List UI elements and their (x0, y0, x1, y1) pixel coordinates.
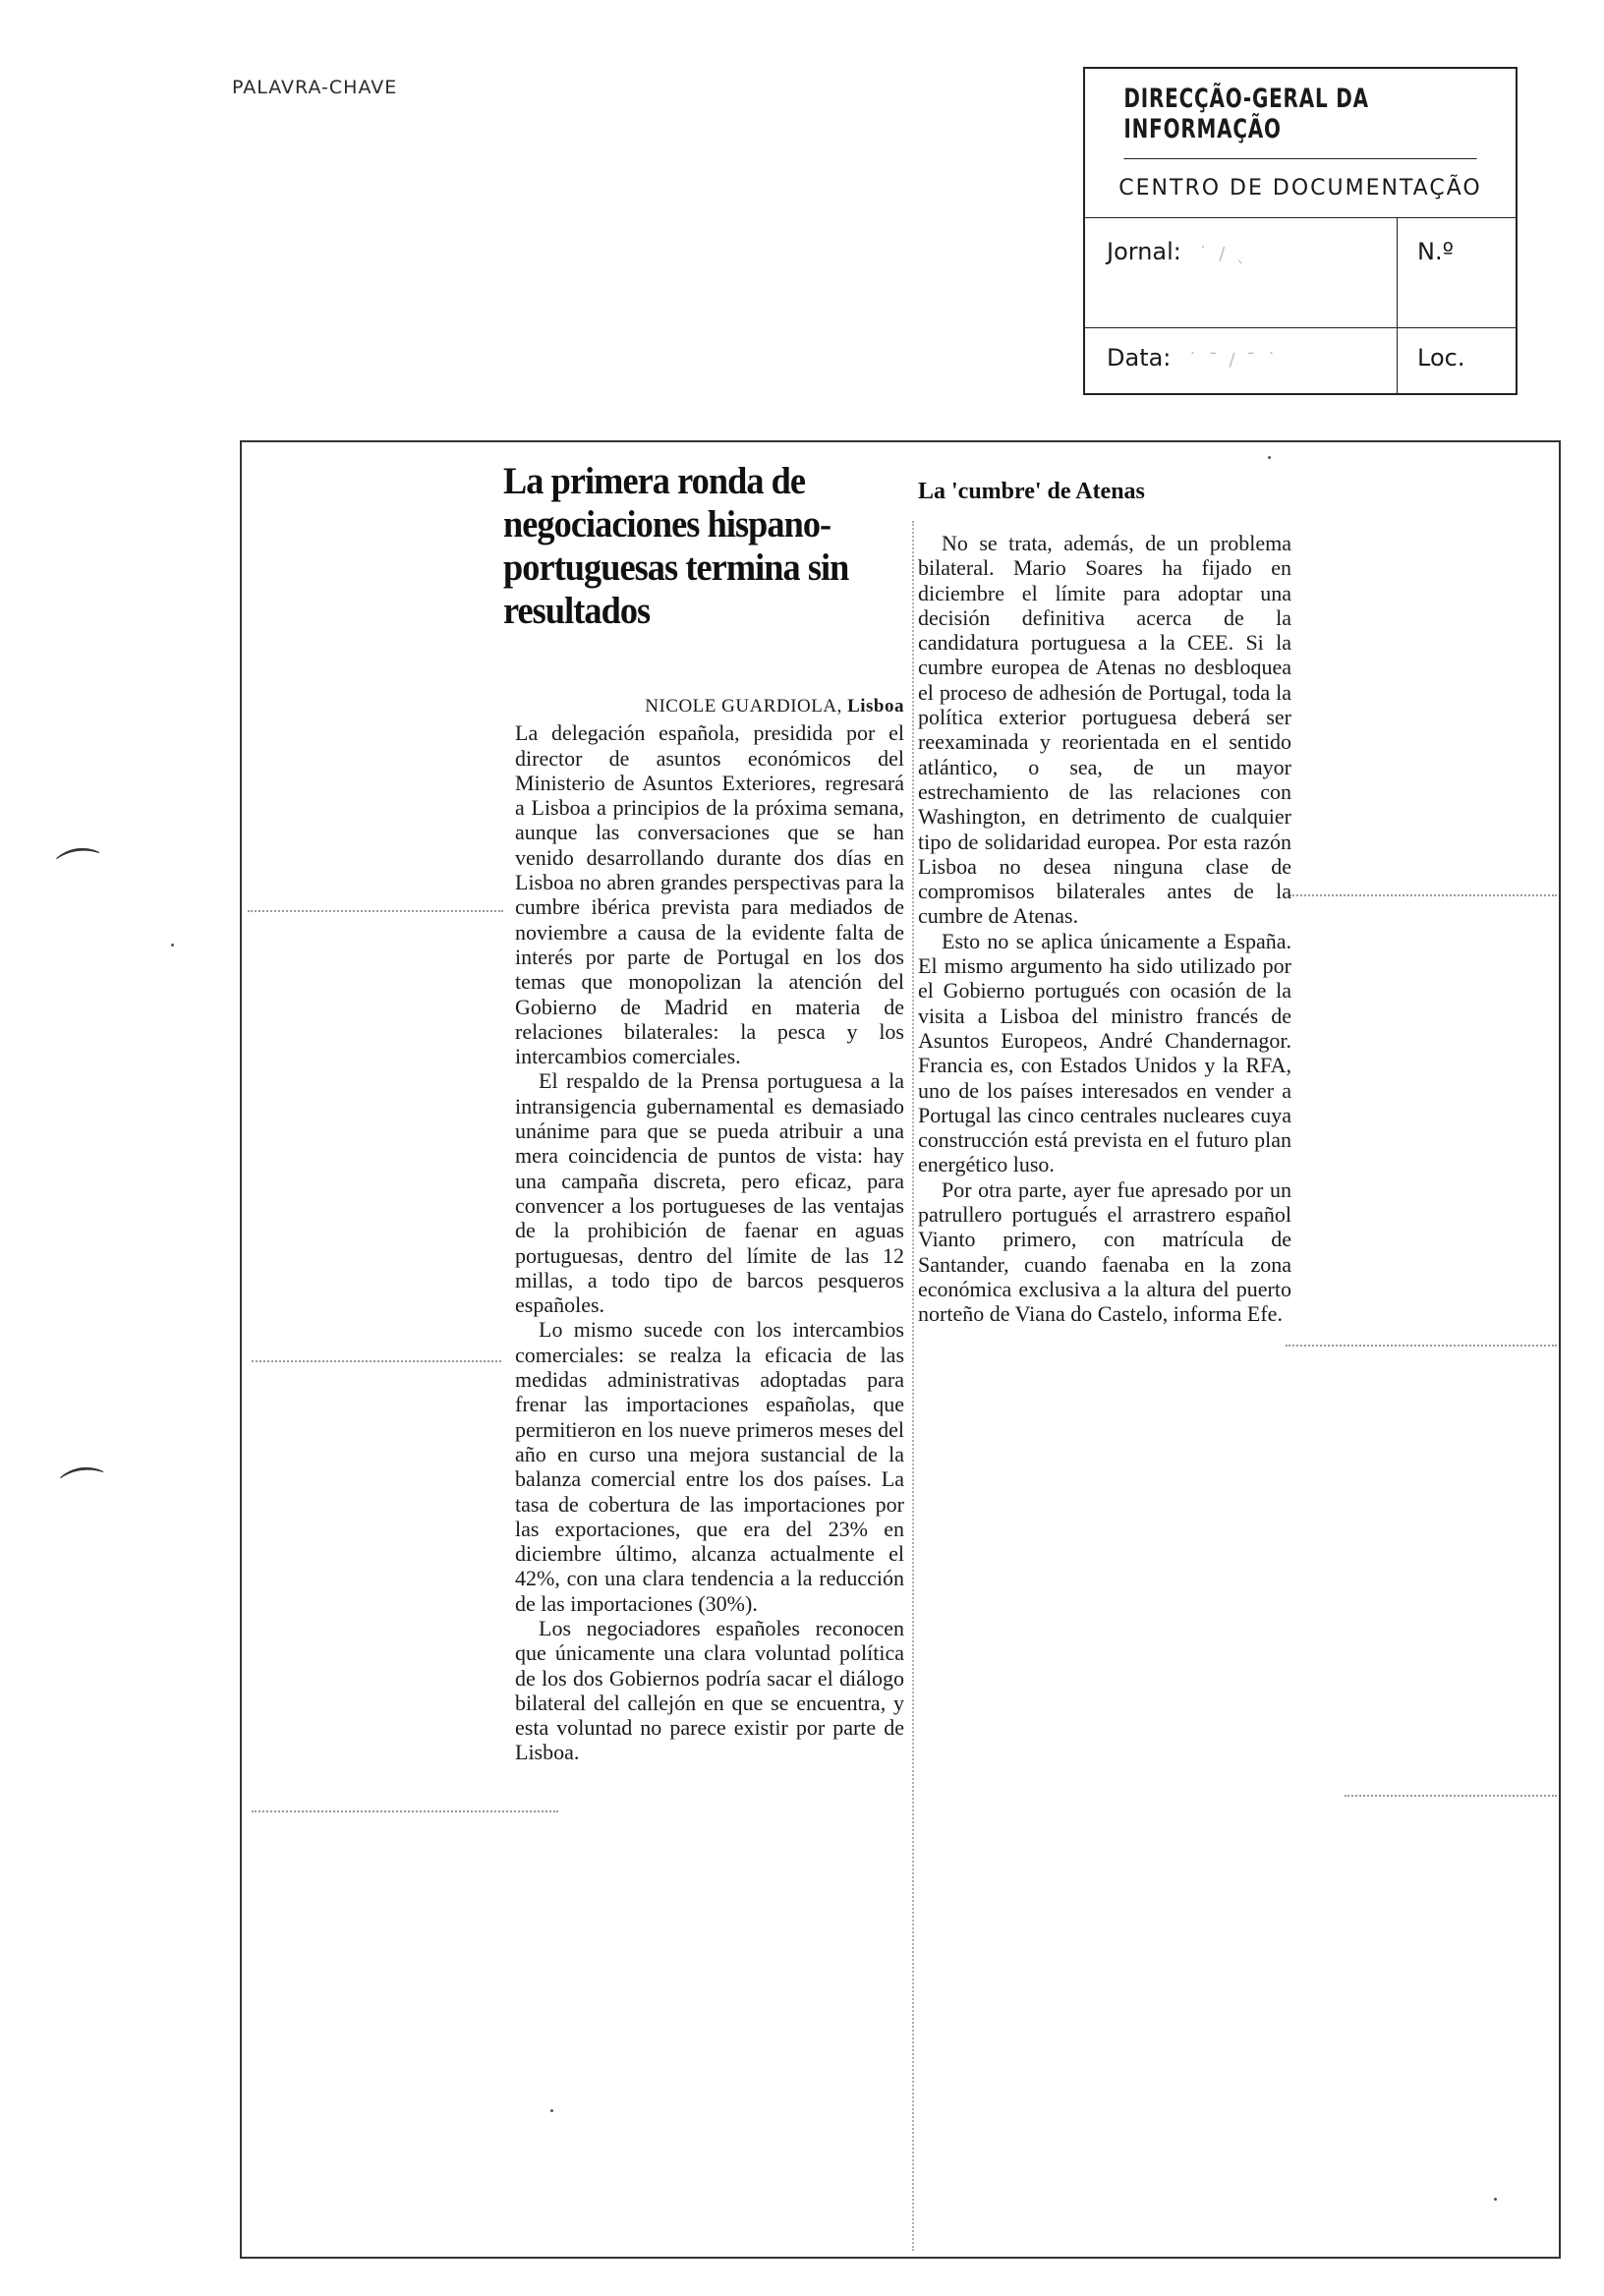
article-paragraph: No se trata, además, de un problema bilateral. Mario Soares ha fijado en diciembre el límite para adoptar una decisión definitiva acerca de la candidatura portuguesa a la CEE. Si la cumbre europea de Atenas no desbloquea el proceso de adhesión de Portugal, toda la política exterior portuguesa deberá ser reexaminada y reorientada en el sentido atlántico, o sea, de un mayor estrechamiento de las relaciones con Washington, en detrimento de cualquier tipo de solidaridad europea. Por esta razón Lisboa no desea ninguna clase de compromisos bilaterales antes de la cumbre de Atenas. (918, 531, 1291, 929)
margin-pencil-mark: ⌒ (57, 1461, 110, 1520)
stamp-loc-label: Loc. (1417, 344, 1465, 372)
stamp-loc-cell (1398, 328, 1516, 395)
article-subhead: La 'cumbre' de Atenas (918, 479, 1145, 504)
article-paragraph: Por otra parte, ayer fue apresado por un patrullero portugués el arrastrero español Vianto primero, con matrícula de Santander, cuando faenaba en la zona económica exclusiva a la altura del puerto norteño de Viana do Castelo, informa Efe. (918, 1177, 1291, 1327)
stamp-subtitle: CENTRO DE DOCUMENTAÇÃO (1085, 159, 1516, 218)
article-headline: La primera ronda de negociaciones hispano-portuguesas termina sin resultados (503, 460, 849, 632)
article-paragraph: La delegación española, presidida por el director de asuntos económicos del Ministerio de Asuntos Exteriores, regresará a Lisboa a principios de la próxima semana, aunque las conversaciones que se han venido desarrollando durante dos días en Lisboa no abren grandes perspectivas para la cumbre ibérica prevista para mediados de noviembre a causa de la evidente falta de interés por parte de Portugal en los dos temas que monopolizan la atención del Gobierno de Madrid en materia de relaciones bilaterales: la pesca y los intercambios comerciales. (515, 720, 904, 1069)
article-column-1 (515, 694, 904, 1765)
scan-speck (171, 944, 174, 947)
stamp-date-mark: ˙ ˉ ∕ ˉ ˙ (1188, 350, 1279, 371)
archive-stamp (1083, 67, 1518, 395)
stamp-jornal-row (1085, 218, 1516, 328)
dotted-guide-line (1289, 894, 1557, 896)
stamp-data-row (1085, 328, 1516, 395)
scan-speck (1494, 2198, 1497, 2201)
article-paragraph: Los negociadores españoles reconocen que únicamente una clara voluntad política de los dos Gobiernos podría sacar el diálogo bilateral del callejón en que se encuentra, y esta voluntad no parece existir por parte de Lisboa. (515, 1615, 904, 1765)
column-divider-guide (912, 521, 914, 2251)
archive-keyword-label: PALAVRA-CHAVE (232, 77, 398, 98)
dotted-guide-line (1286, 1345, 1557, 1347)
stamp-data-label: Data: (1107, 344, 1172, 372)
byline-place: Lisboa (847, 696, 904, 717)
stamp-numero-cell (1398, 218, 1516, 327)
article-paragraph: Esto no se aplica únicamente a España. El mismo argumento ha sido utilizado por el Gobierno portugués con ocasión de la visita a Lisboa del ministro francés de Asuntos Europeos, André Chandernagor. Francia es, con Estados Unidos y la RFA, uno de los países interesados en vender a Portugal las cinco centrales nucleares cuya construcción está prevista en el futuro plan energético luso. (918, 928, 1291, 1177)
dotted-guide-line (252, 1360, 501, 1362)
article-column-2 (918, 531, 1291, 1327)
stamp-jornal-label: Jornal: (1107, 238, 1181, 265)
margin-pencil-mark: ⌒ (53, 841, 106, 900)
scan-speck (550, 2109, 553, 2112)
stamp-title: DIRECÇÃO-GERAL DA INFORMAÇÃO (1123, 69, 1476, 159)
article-paragraph: Lo mismo sucede con los intercambios comerciales: se realza la eficacia de las medidas administrativas adoptadas para frenar las importaciones españolas, que permitieron en los nueve primeros meses del año en curso una mejora sustancial de la balanza comercial entre los dos países. La tasa de cobertura de las importaciones por las exportaciones, que era del 23% en diciembre último, alcanza actualmente el 42%, con una clara tendencia a la reducción de las importaciones (30%). (515, 1317, 904, 1616)
byline-author: NICOLE GUARDIOLA, (645, 696, 842, 717)
dotted-guide-line (248, 910, 503, 912)
stamp-jornal-cell (1085, 218, 1398, 327)
dotted-guide-line (252, 1810, 558, 1812)
stamp-handwriting-mark: ˙ ∕ ˎ (1198, 244, 1249, 264)
stamp-numero-label: N.º (1417, 238, 1454, 265)
article-paragraph: El respaldo de la Prensa portuguesa a la intransigencia gubernamental es demasiado unánime para que se pueda atribuir a una mera coincidencia de puntos de vista: hay una campaña discreta, pero eficaz, para convencer a los portugueses de las ventajas de la prohibición de faenar en aguas portuguesas, dentro del límite de las 12 millas, a todo tipo de barcos pesqueros españoles. (515, 1068, 904, 1318)
article-byline (515, 694, 904, 718)
dotted-guide-line (1345, 1795, 1557, 1797)
scan-speck (1268, 456, 1271, 459)
stamp-data-cell (1085, 328, 1398, 395)
